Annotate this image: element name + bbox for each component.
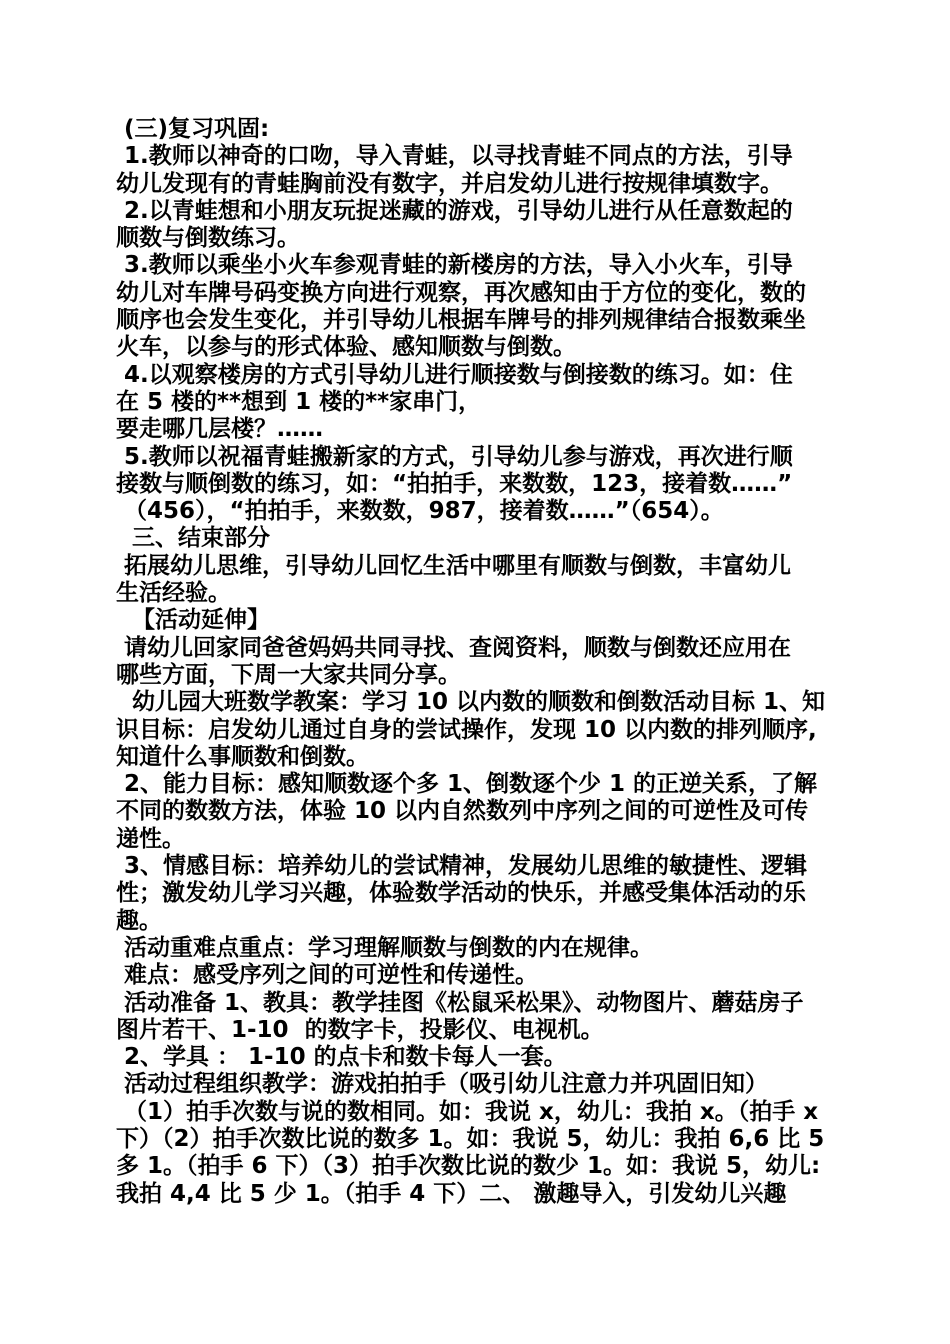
text-line: (三)复习巩固: — [116, 116, 270, 142]
text-line: 难点：感受序列之间的可逆性和传递性。 — [116, 962, 539, 989]
text-line: 接数与顺倒数的练习，如：“拍拍手，来数数，123，接着数……” — [116, 470, 793, 497]
text-line: 知道什么事顺数和倒数。 — [116, 743, 369, 770]
text-line: 2、能力目标：感知顺数逐个多 1、倒数逐个少 1 的正逆关系，了解 — [116, 771, 818, 798]
text-line: 2、学具 ： 1-10 的点卡和数卡每人一套。 — [116, 1044, 567, 1071]
text-line: 趣。 — [116, 907, 162, 934]
text-line: 1.教师以神奇的口吻，导入青蛙，以寻找青蛙不同点的方法，引导 — [116, 143, 793, 170]
text-line: 3、情感目标：培养幼儿的尝试精神，发展幼儿思维的敏捷性、逻辑 — [116, 853, 808, 880]
text-line: 图片若干、1-10 的数字卡，投影仪、电视机。 — [116, 1016, 604, 1043]
text-line: 4.以观察楼房的方式引导幼儿进行顺接数与倒接数的练习。如：住 — [116, 361, 793, 388]
text-line: 顺数与倒数练习。 — [116, 225, 300, 252]
text-line: 3.教师以乘坐小火车参观青蛙的新楼房的方法，导入小火车，引导 — [116, 252, 793, 279]
text-line: 活动重难点重点：学习理解顺数与倒数的内在规律。 — [116, 934, 654, 961]
text-line: 下）（2）拍手次数比说的数多 1。如：我说 5，幼儿：我拍 6,6 比 5 — [116, 1125, 825, 1152]
text-line: 请幼儿回家同爸爸妈妈共同寻找、查阅资料，顺数与倒数还应用在 — [116, 634, 792, 661]
text-line: 多 1。（拍手 6 下）（3）拍手次数比说的数少 1。如：我说 5，幼儿: — [116, 1153, 821, 1180]
text-line: 2.以青蛙想和小朋友玩捉迷藏的游戏，引导幼儿进行从任意数起的 — [116, 197, 793, 224]
text-line: 幼儿对车牌号码变换方向进行观察，再次感知由于方位的变化，数的 — [116, 279, 806, 306]
text-line: 哪些方面，下周一大家共同分享。 — [116, 661, 461, 688]
text-line: （456），“拍拍手，来数数，987，接着数……”（654）。 — [116, 498, 724, 525]
text-line: 识目标：启发幼儿通过自身的尝试操作，发现 10 以内数的排列顺序, — [116, 716, 817, 743]
text-line: 拓展幼儿思维，引导幼儿回忆生活中哪里有顺数与倒数，丰富幼儿 — [116, 552, 792, 579]
text-line: 生活经验。 — [116, 580, 231, 607]
text-line: （1）拍手次数与说的数相同。如：我说 x，幼儿：我拍 x。（拍手 x — [116, 1098, 819, 1125]
text-line: 要走哪几层楼？…… — [116, 416, 323, 443]
text-line: 性；激发幼儿学习兴趣，体验数学活动的快乐，并感受集体活动的乐 — [116, 880, 806, 907]
text-line: 5.教师以祝福青蛙搬新家的方式，引导幼儿参与游戏，再次进行顺 — [116, 443, 793, 470]
text-line: 活动过程组织教学：游戏拍拍手（吸引幼儿注意力并巩固旧知） — [116, 1071, 769, 1098]
text-line: 不同的数数方法，体验 10 以内自然数列中序列之间的可逆性及可传 — [116, 798, 809, 825]
text-line: 递性。 — [116, 825, 185, 852]
text-line: 幼儿发现有的青蛙胸前没有数字，并启发幼儿进行按规律填数字。 — [116, 170, 783, 197]
text-line: 火车，以参与的形式体验、感知顺数与倒数。 — [116, 334, 576, 361]
text-line: 三、结束部分 — [116, 525, 271, 552]
document-body-text — [116, 116, 842, 1208]
text-line: 我拍 4,4 比 5 少 1。（拍手 4 下）二、 激趣导入，引发幼儿兴趣 — [116, 1180, 787, 1207]
text-line: 【活动延伸】 — [116, 607, 271, 634]
text-line: 活动准备 1、教具：教学挂图《松鼠采松果》、动物图片、蘑菇房子 — [116, 989, 804, 1016]
text-line: 顺序也会发生变化，并引导幼儿根据车牌号的排列规律结合报数乘坐 — [116, 307, 806, 334]
text-line: 在 5 楼的**想到 1 楼的**家串门， — [116, 388, 482, 415]
text-line: 幼儿园大班数学教案：学习 10 以内数的顺数和倒数活动目标 1、知 — [116, 689, 826, 716]
